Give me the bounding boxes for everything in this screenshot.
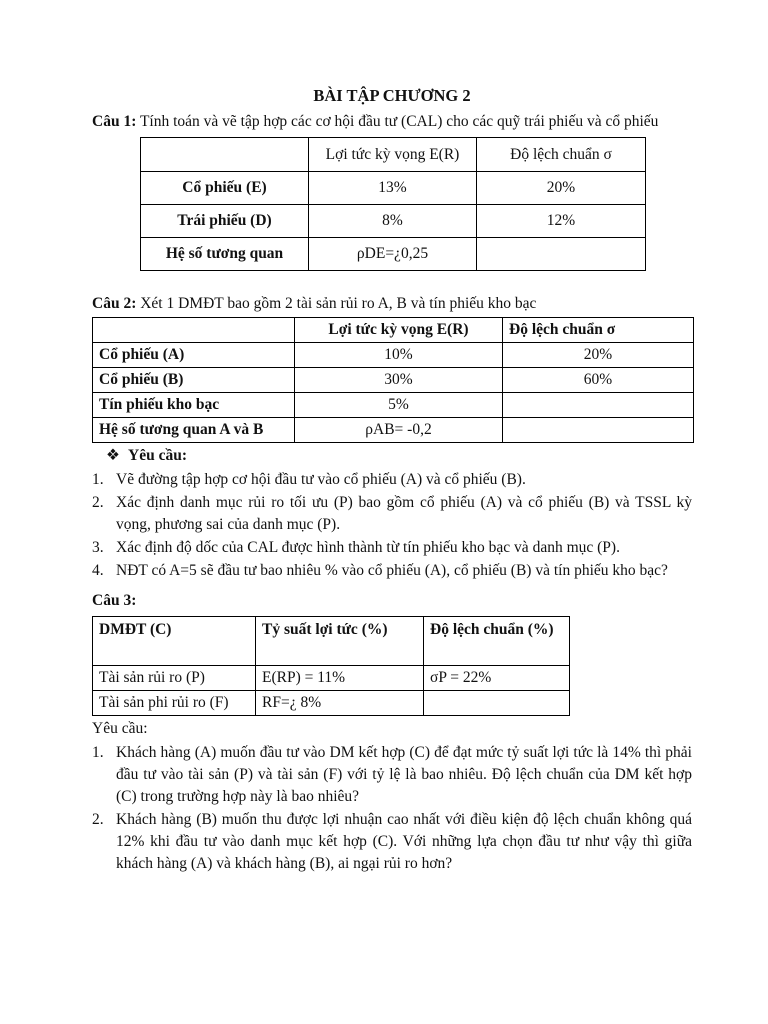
question-3-requirement-heading: Yêu cầu:	[92, 720, 148, 738]
diamond-bullet-icon: ❖	[106, 447, 120, 465]
table-cell	[424, 691, 570, 716]
table-row	[93, 343, 694, 368]
table-cell: Trái phiếu (D)	[141, 205, 309, 238]
document-title: BÀI TẬP CHƯƠNG 2	[313, 86, 471, 105]
table-header-cell: Độ lệch chuẩn (%)	[424, 617, 570, 666]
question-2-table	[92, 317, 694, 443]
table-cell: 5%	[295, 393, 503, 418]
table-row	[93, 666, 570, 691]
question-1-table	[140, 137, 646, 271]
table-header-cell: Lợi tức kỳ vọng E(R)	[295, 318, 503, 343]
table-header-cell	[93, 318, 295, 343]
table-cell	[503, 418, 694, 443]
formula-cell: σP = 22%	[424, 666, 570, 691]
table-header-row	[93, 318, 694, 343]
requirement-label: Yêu cầu:	[128, 447, 187, 465]
table-row	[93, 691, 570, 716]
question-3-table	[92, 616, 570, 716]
question-1-body: Tính toán và vẽ tập hợp các cơ hội đầu tư (CAL) cho các quỹ trái phiếu và cổ phiếu	[136, 113, 659, 131]
table-header-cell: Độ lệch chuẩn σ	[477, 138, 646, 172]
table-cell: Cổ phiếu (B)	[93, 368, 295, 393]
table-row	[141, 205, 646, 238]
correlation-formula-cell: ρDE=¿0,25	[309, 238, 477, 271]
list-item: 1. Vẽ đường tập hợp cơ hội đầu tư vào cổ phiếu (A) và cổ phiếu (B).	[92, 471, 526, 489]
table-header-cell: Lợi tức kỳ vọng E(R)	[309, 138, 477, 172]
formula-cell: E(RP) = 11%	[256, 666, 424, 691]
question-2-text	[92, 293, 692, 315]
table-header-cell: Tỷ suất lợi tức (%)	[256, 617, 424, 666]
table-cell: 20%	[503, 343, 694, 368]
table-cell: Tín phiếu kho bạc	[93, 393, 295, 418]
question-3-label: Câu 3:	[92, 592, 137, 610]
document-page	[92, 84, 692, 876]
list-item: 2. Khách hàng (B) muốn thu được lợi nhuận cao nhất với điều kiện độ lệch chuẩn không quá 12% khi đầu tư vào danh mục kết hợp (C). Với những lựa chọn đầu tư như vậy thì giữa khách hàng (A) và khách hàng (B), ai ngại rủi ro hơn?	[92, 811, 692, 873]
list-item: 4. NĐT có A=5 sẽ đầu tư bao nhiêu % vào cổ phiếu (A), cổ phiếu (B) và tín phiếu kho bạc?	[92, 562, 668, 580]
table-row	[93, 393, 694, 418]
list-item: 3. Xác định độ dốc của CAL được hình thành từ tín phiếu kho bạc và danh mục (P).	[92, 539, 620, 557]
question-2-body: Xét 1 DMĐT bao gồm 2 tài sản rủi ro A, B và tín phiếu kho bạc	[136, 295, 537, 313]
table-header-row	[93, 617, 570, 666]
question-2-requirement-heading	[106, 445, 692, 467]
table-row	[141, 238, 646, 271]
table-header-row	[141, 138, 646, 172]
question-3-requirements	[92, 742, 692, 875]
table-cell	[477, 238, 646, 271]
list-item: 2. Xác định danh mục rủi ro tối ưu (P) bao gồm cổ phiếu (A) và cổ phiếu (B) và TSSL kỳ vọng, phương sai của danh mục (P).	[92, 494, 692, 534]
table-cell: Cổ phiếu (E)	[141, 172, 309, 205]
question-1-label: Câu 1:	[92, 113, 137, 131]
question-1-text	[92, 111, 692, 133]
table-cell: 12%	[477, 205, 646, 238]
table-cell: 8%	[309, 205, 477, 238]
table-cell	[503, 393, 694, 418]
table-header-cell	[141, 138, 309, 172]
table-row	[93, 418, 694, 443]
table-cell: 30%	[295, 368, 503, 393]
formula-cell: RF=¿ 8%	[256, 691, 424, 716]
table-cell: Hệ số tương quan A và B	[93, 418, 295, 443]
question-2-requirements	[92, 469, 692, 582]
table-row	[141, 172, 646, 205]
table-cell: Tài sản phi rủi ro (F)	[93, 691, 256, 716]
question-2-label: Câu 2:	[92, 295, 137, 313]
table-cell: Hệ số tương quan	[141, 238, 309, 271]
correlation-formula-cell: ρAB= -0,2	[295, 418, 503, 443]
list-item: 1. Khách hàng (A) muốn đầu tư vào DM kết hợp (C) để đạt mức tỷ suất lợi tức là 14% thì phải đầu tư vào tài sản (P) và tài sản (F) với tỷ lệ là bao nhiêu. Độ lệch chuẩn của DM kết hợp (C) trong trường hợp này là bao nhiêu?	[92, 744, 692, 806]
table-header-cell: DMĐT (C)	[93, 617, 256, 666]
table-row	[93, 368, 694, 393]
table-cell: 20%	[477, 172, 646, 205]
table-header-cell: Độ lệch chuẩn σ	[503, 318, 694, 343]
table-cell: Tài sản rủi ro (P)	[93, 666, 256, 691]
table-cell: Cổ phiếu (A)	[93, 343, 295, 368]
table-cell: 60%	[503, 368, 694, 393]
table-cell: 10%	[295, 343, 503, 368]
table-cell: 13%	[309, 172, 477, 205]
